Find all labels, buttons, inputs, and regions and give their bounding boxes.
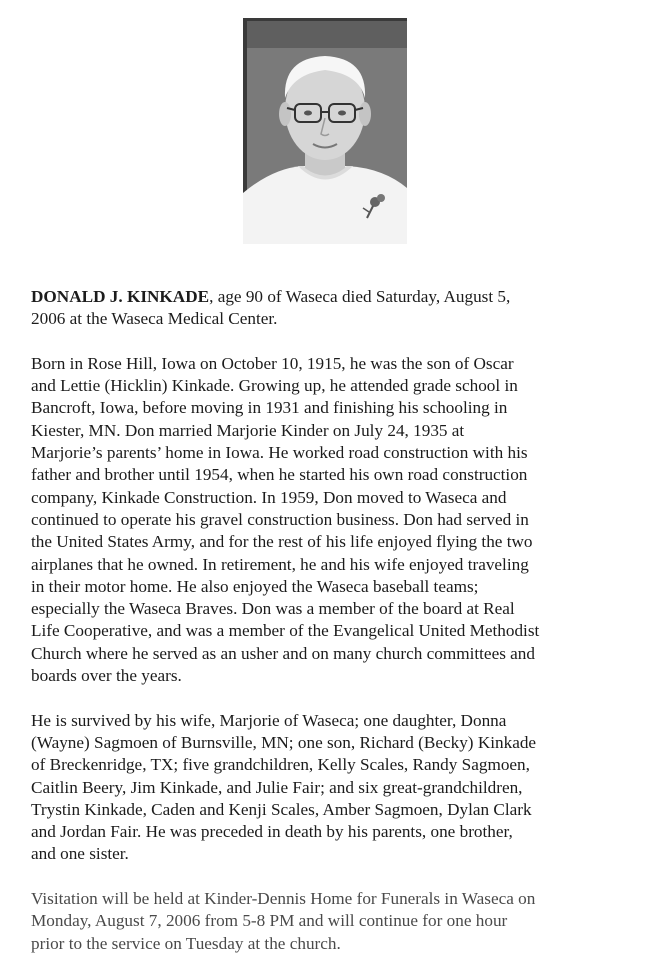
visitation-line: prior to the service on Tuesday at the church. — [31, 933, 341, 953]
portrait-photo-icon — [243, 18, 407, 244]
biography-line: especially the Waseca Braves. Don was a member of the board at Real — [31, 599, 515, 619]
biography-line: boards over the years. — [31, 666, 182, 686]
portrait-photo — [243, 18, 407, 244]
intro-line-1 — [31, 286, 631, 308]
survivors-line: and one sister. — [31, 844, 129, 864]
visitation-line: Monday, August 7, 2006 from 5-8 PM and will continue for one hour — [31, 911, 508, 931]
intro-line-2: 2006 at the Waseca Medical Center. — [31, 309, 278, 329]
survivors-line: (Wayne) Sagmoen of Burnsville, MN; one son, Richard (Becky) Kinkade — [31, 732, 537, 752]
biography-line: Born in Rose Hill, Iowa on October 10, 1915, he was the son of Oscar — [31, 353, 514, 373]
intro-line-1-rest: , age 90 of Waseca died Saturday, August 5, — [209, 287, 511, 306]
biography-line: continued to operate his gravel construction business. Don had served in — [31, 509, 529, 529]
biography-paragraph — [31, 353, 631, 687]
biography-line: Marjorie’s parents’ home in Iowa. He worked road construction with his — [31, 443, 528, 463]
biography-line: Life Cooperative, and was a member of the Evangelical United Methodist — [31, 621, 540, 641]
visitation-line: Visitation will be held at Kinder-Dennis Home for Funerals in Waseca on — [31, 889, 536, 909]
biography-line: in their motor home. He also enjoyed the Waseca baseball teams; — [31, 576, 479, 596]
biography-line: Church where he served as an usher and on many church committees and — [31, 643, 535, 663]
biography-line: Kiester, MN. Don married Marjorie Kinder on July 24, 1935 at — [31, 420, 465, 440]
biography-line: airplanes that he owned. In retirement, he and his wife enjoyed traveling — [31, 554, 529, 574]
biography-line: father and brother until 1954, when he started his own road construction — [31, 465, 528, 485]
biography-line: company, Kinkade Construction. In 1959, Don moved to Waseca and — [31, 487, 507, 507]
deceased-name: DONALD J. KINKADE — [31, 287, 210, 306]
visitation-paragraph — [31, 888, 631, 955]
survivors-line: and Jordan Fair. He was preceded in death by his parents, one brother, — [31, 822, 513, 842]
biography-line: and Lettie (Hicklin) Kinkade. Growing up, he attended grade school in — [31, 376, 518, 396]
survivors-line: of Breckenridge, TX; five grandchildren, Kelly Scales, Randy Sagmoen, — [31, 755, 530, 775]
biography-line: Bancroft, Iowa, before moving in 1931 and finishing his schooling in — [31, 398, 508, 418]
survivors-paragraph — [31, 710, 631, 866]
survivors-line: Caitlin Beery, Jim Kinkade, and Julie Fair; and six great-grandchildren, — [31, 777, 523, 797]
survivors-line: Trystin Kinkade, Caden and Kenji Scales, Amber Sagmoen, Dylan Clark — [31, 799, 532, 819]
obituary-text — [31, 286, 631, 977]
biography-line: the United States Army, and for the rest of his life enjoyed flying the two — [31, 532, 533, 552]
intro-paragraph — [31, 286, 631, 331]
survivors-line: He is survived by his wife, Marjorie of Waseca; one daughter, Donna — [31, 710, 507, 730]
